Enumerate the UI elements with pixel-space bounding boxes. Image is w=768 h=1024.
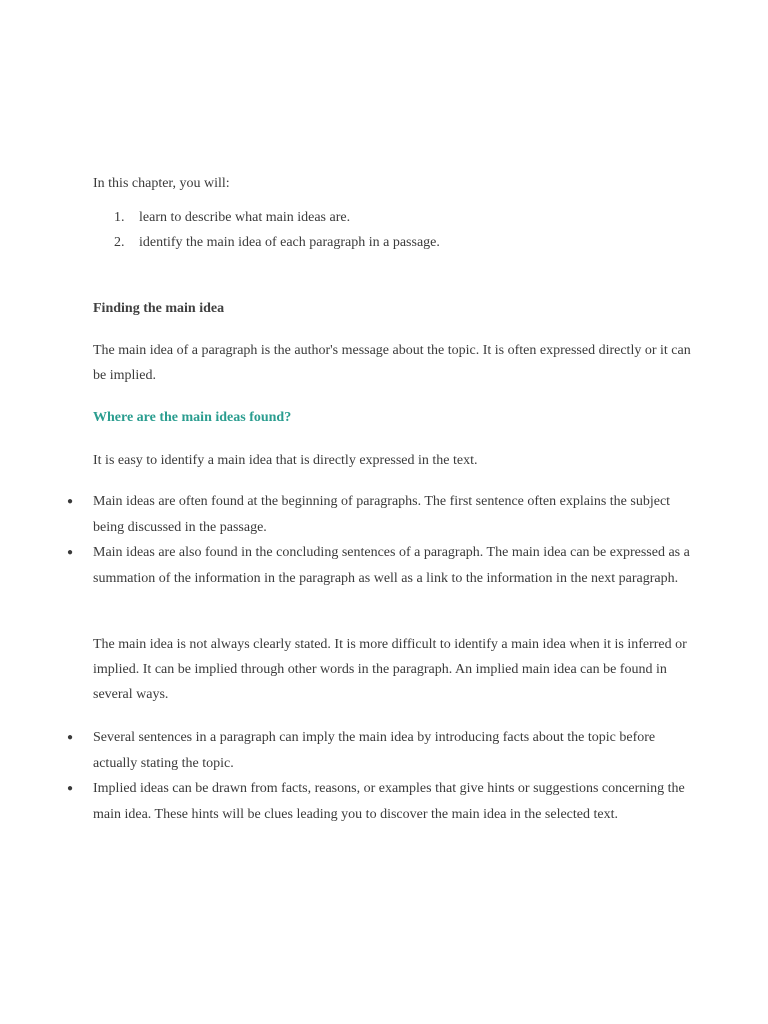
list-item [0,489,693,540]
implied-paragraph: The main idea is not always clearly stated. It is more difficult to identify a main idea when it is inferred or implied. It can be implied through other words in the paragraph. An implied main idea can be found in several ways. [93,637,687,702]
objective-number: 1. [114,210,125,225]
section-heading: Finding the main idea [93,301,225,316]
bullet-text: Main ideas are often found at the beginning of paragraphs. The first sentence often explains the subject being discussed in the passage. [93,494,671,535]
objective-text: learn to describe what main ideas are. [139,210,351,225]
implied-bullet-list [0,725,768,827]
list-item [0,776,693,827]
objective-number: 2. [114,235,125,250]
bullet-icon: ● [67,547,74,558]
objective-item [0,230,768,255]
bullet-icon: ● [67,732,74,743]
intro-text: In this chapter, you will: [93,176,230,191]
objective-item [0,205,768,230]
objective-text: identify the main idea of each paragraph in a passage. [139,235,440,250]
bullet-text: Implied ideas can be drawn from facts, reasons, or examples that give hints or suggestions concerning the main idea. These hints will be clues leading you to discover the main idea in the selected text. [93,781,685,822]
direct-paragraph: It is easy to identify a main idea that is directly expressed in the text. [93,453,478,468]
bullet-text: Main ideas are also found in the concluding sentences of a paragraph. The main idea can be expressed as a summation of the information in the paragraph as well as a link to the information in the next paragraph. [93,545,690,586]
definition-paragraph: The main idea of a paragraph is the author's message about the topic. It is often expressed directly or it can be implied. [93,343,691,383]
bullet-text: Several sentences in a paragraph can imply the main idea by introducing facts about the topic before actually stating the topic. [93,730,656,771]
list-item [0,540,693,591]
bullet-icon: ● [67,496,74,507]
subheading: Where are the main ideas found? [93,410,292,425]
bullet-icon: ● [67,783,74,794]
direct-bullet-list [0,489,768,591]
list-item [0,725,693,776]
